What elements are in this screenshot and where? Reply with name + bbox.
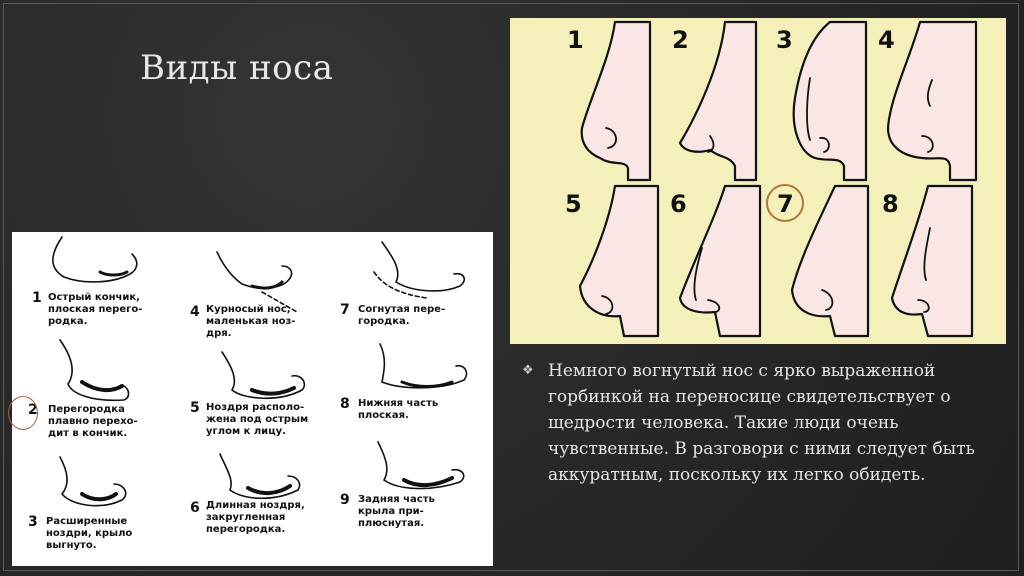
caption-number: 2 [28, 402, 38, 418]
nose-sketch-1 [53, 237, 137, 282]
nose-sketch-2 [60, 340, 129, 400]
caption-number: 7 [340, 302, 350, 318]
caption-number: 9 [340, 492, 350, 508]
highlight-circle-7 [766, 184, 804, 222]
caption-text: Расширенные ноздри, крыло выгнуто. [46, 516, 133, 551]
caption-number: 3 [28, 514, 38, 530]
caption-number: 4 [190, 304, 200, 320]
description-text: Немного вогнутый нос с ярко выраженной горбинкой на переносице свидетельствует о щедрости человека. Такие люди очень чувственные. В разговори с ними следует быть аккуратным, поскольку их легко обидеть. [548, 361, 975, 485]
caption-text: Согнутая пере- городка. [358, 304, 446, 327]
bullet-diamond-icon: ❖ [522, 363, 534, 378]
profile-number: 1 [567, 26, 584, 54]
profile-number: 5 [565, 190, 582, 218]
profile-4 [888, 22, 976, 180]
caption-number: 5 [190, 400, 200, 416]
highlight-circle-2 [8, 396, 38, 430]
profile-6 [680, 186, 760, 336]
caption-number: 8 [340, 396, 350, 412]
caption-text: Нижняя часть плоская. [358, 398, 439, 421]
caption-text: Курносый нос, маленькая ноз- дря. [206, 304, 296, 339]
profile-2 [680, 22, 756, 180]
nose-profiles [510, 18, 1006, 344]
profile-number: 3 [776, 26, 793, 54]
description-bullet [522, 358, 1012, 488]
caption-text: Длинная ноздря, закругленная перегородка. [206, 500, 305, 535]
profile-number: 7 [777, 190, 794, 218]
caption-number: 6 [190, 500, 200, 516]
caption-text: Задняя часть крыла при- плюснутая. [358, 494, 435, 529]
profile-3 [794, 22, 866, 180]
nose-sketch-8 [380, 344, 466, 388]
profile-1 [582, 22, 650, 180]
nose-sketch-7 [382, 242, 464, 291]
profile-number: 8 [882, 190, 899, 218]
profile-7 [792, 186, 868, 336]
profile-number: 4 [878, 26, 895, 54]
nose-profiles-grid [510, 18, 1006, 344]
slide-title: Виды носа [140, 48, 334, 88]
profile-number: 6 [670, 190, 687, 218]
caption-text: Ноздря располо- жена под острым углом к лицу. [206, 402, 309, 437]
caption-text: Перегородка плавно перехо- дит в кончик. [48, 404, 138, 439]
profile-5 [580, 186, 658, 336]
caption-number: 1 [32, 290, 42, 306]
profile-number: 2 [672, 26, 689, 54]
nose-sketch-9 [378, 442, 464, 489]
profile-8 [892, 186, 972, 336]
caption-text: Острый кончик, плоская перего- родка. [48, 292, 143, 327]
nose-types-illustration [12, 232, 493, 566]
